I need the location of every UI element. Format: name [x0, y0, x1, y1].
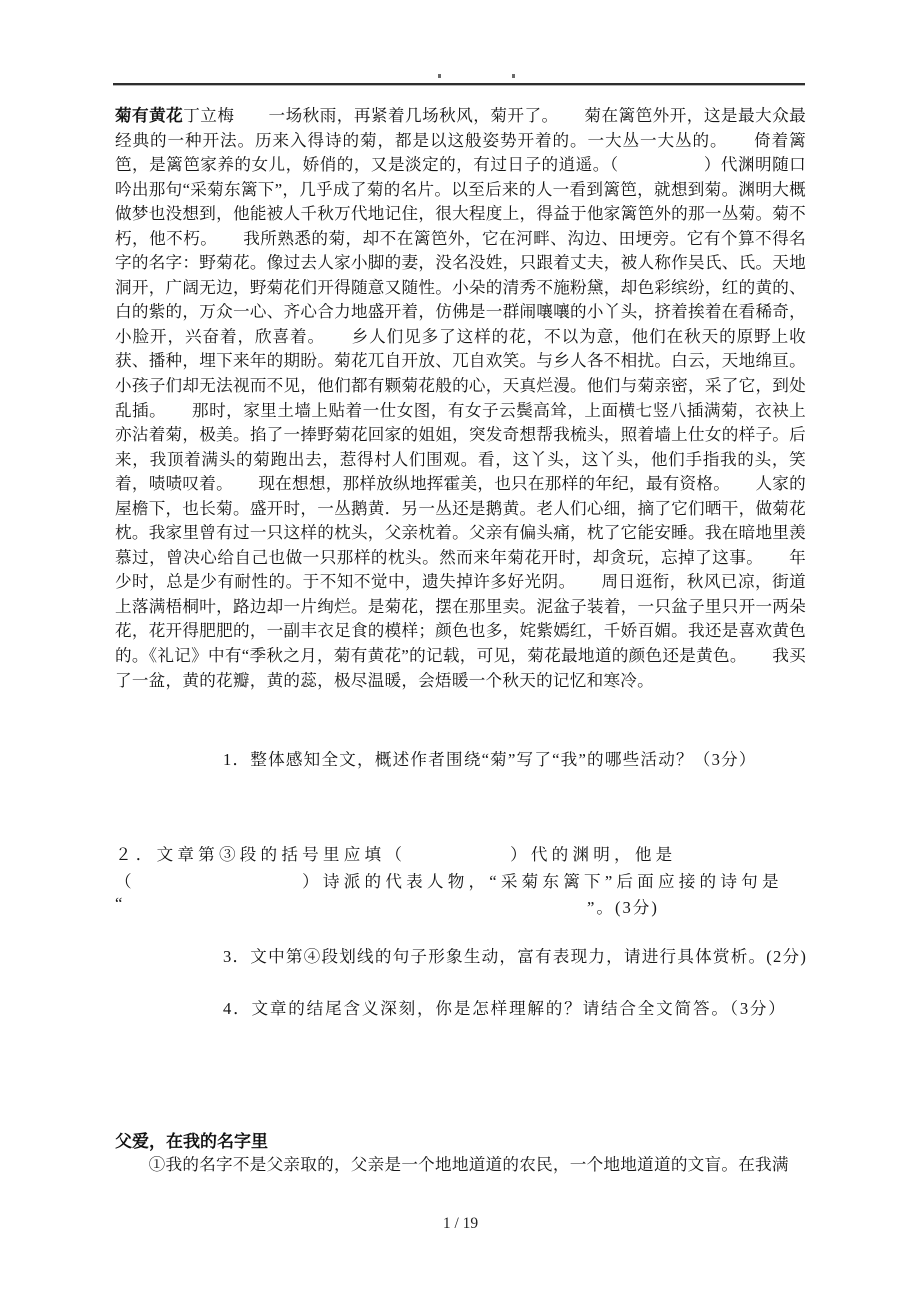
header-rule [113, 83, 805, 86]
passage-body-block [115, 104, 806, 693]
passage-author: 丁立梅 [183, 106, 235, 125]
passage-title: 菊有黄花 [115, 106, 184, 125]
page-number: 1 / 19 [442, 1215, 479, 1232]
question-2-line3 [115, 894, 806, 917]
header-speck [438, 74, 441, 78]
question-2-line2: （ ）诗派的代表人物，“采菊东篱下”后面应接的诗句是 [115, 872, 783, 891]
question-2-line1: ２．文章第③段的括号里应填（ ）代的渊明，他是 [115, 845, 677, 864]
passage2-first-paragraph: ①我的名字不是父亲取的，父亲是一个地地道道的农民，一个地地道道的文盲。在我满 [115, 1155, 789, 1174]
passage-text: 一场秋雨，再紧着几场秋风，菊开了。 菊在篱笆外开，这是最大众最经典的一种开法。历来入得诗的菊，都是以这般姿势开着的。一大丛一大丛的。 倚着篱笆，是篱笆家养的女儿，娇俏的，又是淡定的，有过日子的逍遥。（ ）代渊明随口吟出那句“采菊东篱下”，几乎成了菊的名片。以至后来的人一看到篱笆，就想到菊。渊明大概做梦也没想到，他能被人千秋万代地记住，很大程度上，得益于他家篱笆外的那一丛菊。菊不朽，他不朽。 我所熟悉的菊，却不在篱笆外，它在河畔、沟边、田埂旁。它有个算不得名字的名字：野菊花。像过去人家小脚的妻，没名没姓，只跟着丈夫，被人称作吴氏、氏。天地洞开，广阔无边，野菊花们开得随意又随性。小朵的清秀不施粉黛，却色彩缤纷，红的黄的、白的紫的，万众一心、齐心合力地盛开着，仿佛是一群闹嚷嚷的小丫头，挤着挨着在看稀奇，小脸开，兴奋着，欣喜着。 乡人们见多了这样的花，不以为意，他们在秋天的原野上收获、播种，埋下来年的期盼。菊花兀自开放、兀自欢笑。与乡人各不相扰。白云，天地绵亘。小孩子们却无法视而不见，他们都有颗菊花般的心，天真烂漫。他们与菊亲密，采了它，到处乱插。 那时，家里土墙上贴着一仕女图，有女子云鬓高耸，上面横七竖八插满菊，衣袂上亦沾着菊，极美。掐了一捧野菊花回家的姐姐，突发奇想帮我梳头，照着墙上仕女的样子。后来，我顶着满头的菊跑出去，惹得村人们围观。看，这丫头，这丫头，他们手指我的头，笑着，啧啧叹着。 现在想想，那样放纵地挥霍美，也只在那样的年纪，最有资格。 人家的屋檐下，也长菊。盛开时，一丛鹅黄．另一丛还是鹅黄。老人们心细，摘了它们晒干，做菊花枕。我家里曾有过一只这样的枕头，父亲枕着。父亲有偏头痛，枕了它能安睡。我在暗地里羡慕过，曾决心给自己也做一只那样的枕头。然而来年菊花开时，却贪玩，忘掉了这事。 年少时，总是少有耐性的。于不知不觉中，遗失掉许多好光阴。 周日逛衔，秋风已凉，街道上落满梧桐叶，路边却一片绚烂。是菊花，摆在那里卖。泥盆子装着，一只盆子里只开一两朵花，花开得肥肥的，一副丰衣足食的模样；颜色也多，姹紫嫣红，千娇百媚。我还是喜欢黄色的。《礼记》中有“季秋之月，菊有黄花”的记载，可见，菊花最地道的颜色还是黄色。 我买了一盆，黄的花瓣，黄的蕊，极尽温暖，会焐暖一个秋天的记忆和寒冷。 [115, 106, 807, 690]
question-4: 4．文章的结尾含义深刻，你是怎样理解的？请结合全文简答。（3分） [223, 999, 787, 1018]
question-1: 1．整体感知全文，概述作者围绕“菊”写了“我”的哪些活动？（3分） [223, 750, 757, 769]
header-speck [512, 74, 515, 78]
question-3: 3．文中第④段划线的句子形象生动，富有表现力，请进行具体赏析。(2分) [223, 947, 808, 966]
passage2-title: 父爱，在我的名字里 [115, 1132, 268, 1151]
question-2-line3-end: ”。(3分) [587, 898, 659, 917]
question-2-open-quote: “ [115, 894, 125, 913]
